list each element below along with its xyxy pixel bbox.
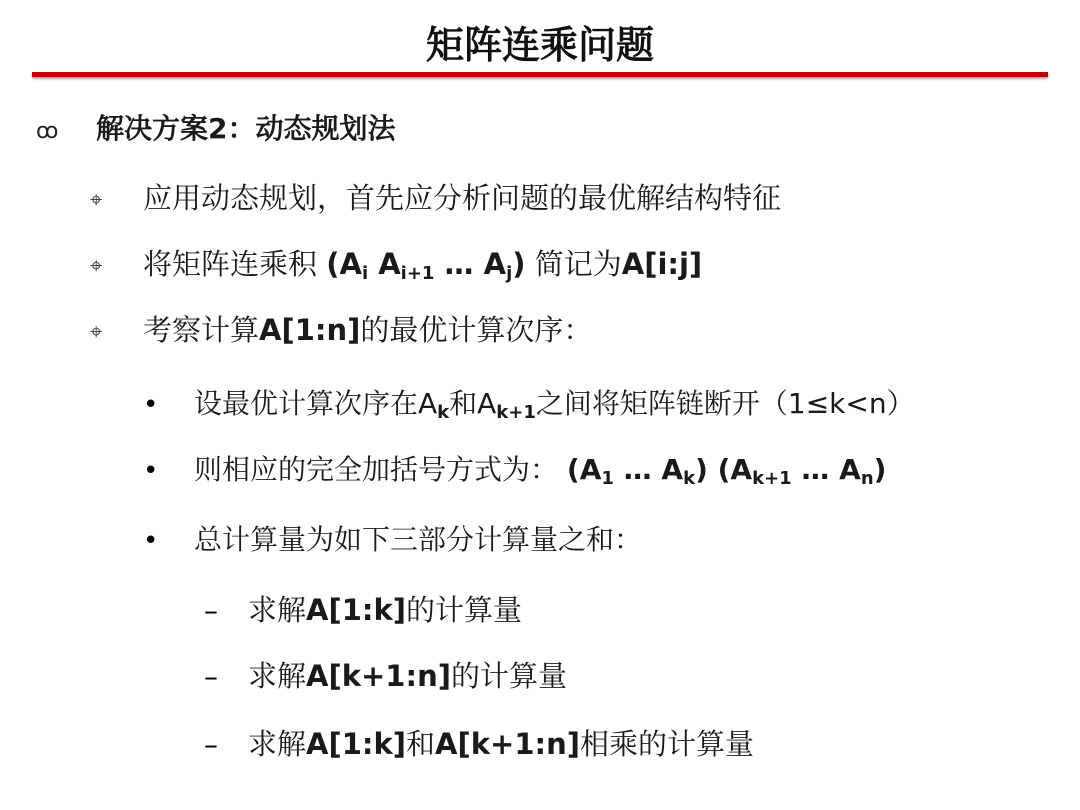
dot-text-3: 总计算量为如下三部分计算量之和： <box>194 523 643 556</box>
point-bullet-icon: ⌖ <box>90 320 103 345</box>
dot-bullet-icon: • <box>143 526 159 556</box>
dot-text-2: 则相应的完全加括号方式为： ($A_1$ … $A_k$) ($A_{k+1}$ … $A_n$) <box>194 453 887 489</box>
dash-text-3: 求解A[1:k]和A[k+1:n]相乘的计算量 <box>248 727 755 761</box>
point-bullet-icon: ⌖ <box>90 254 103 279</box>
dot-text-1: 设最优计算次序在$A_k$和$A_{k+1}$之间将矩阵链断开（1≤k<n） <box>194 387 915 423</box>
dot-bullet-icon: • <box>143 456 159 486</box>
dash-text-1: 求解A[1:k]的计算量 <box>248 593 523 627</box>
slide-title: 矩阵连乘问题 <box>425 23 654 67</box>
heading-bullet-icon: ꝏ <box>36 119 59 144</box>
point-text-3: 考察计算A[1:n]的最优计算次序： <box>143 313 593 347</box>
point-text-2: 将矩阵连乘积 ($A_i$ $A_{i+1}$ … $A_j$) 简记为A[i:j] <box>143 247 703 284</box>
title-divider <box>32 72 1048 77</box>
point-text-1: 应用动态规划，首先应分析问题的最优解结构特征 <box>143 181 782 215</box>
dash-text-2: 求解A[k+1:n]的计算量 <box>248 659 567 693</box>
dash-bullet-icon: – <box>204 594 218 627</box>
heading-text: 解决方案2：动态规划法 <box>96 112 396 145</box>
dot-bullet-icon: • <box>143 390 159 420</box>
point-bullet-icon: ⌖ <box>90 188 103 213</box>
dash-bullet-icon: – <box>204 728 218 761</box>
dash-bullet-icon: – <box>204 660 218 693</box>
